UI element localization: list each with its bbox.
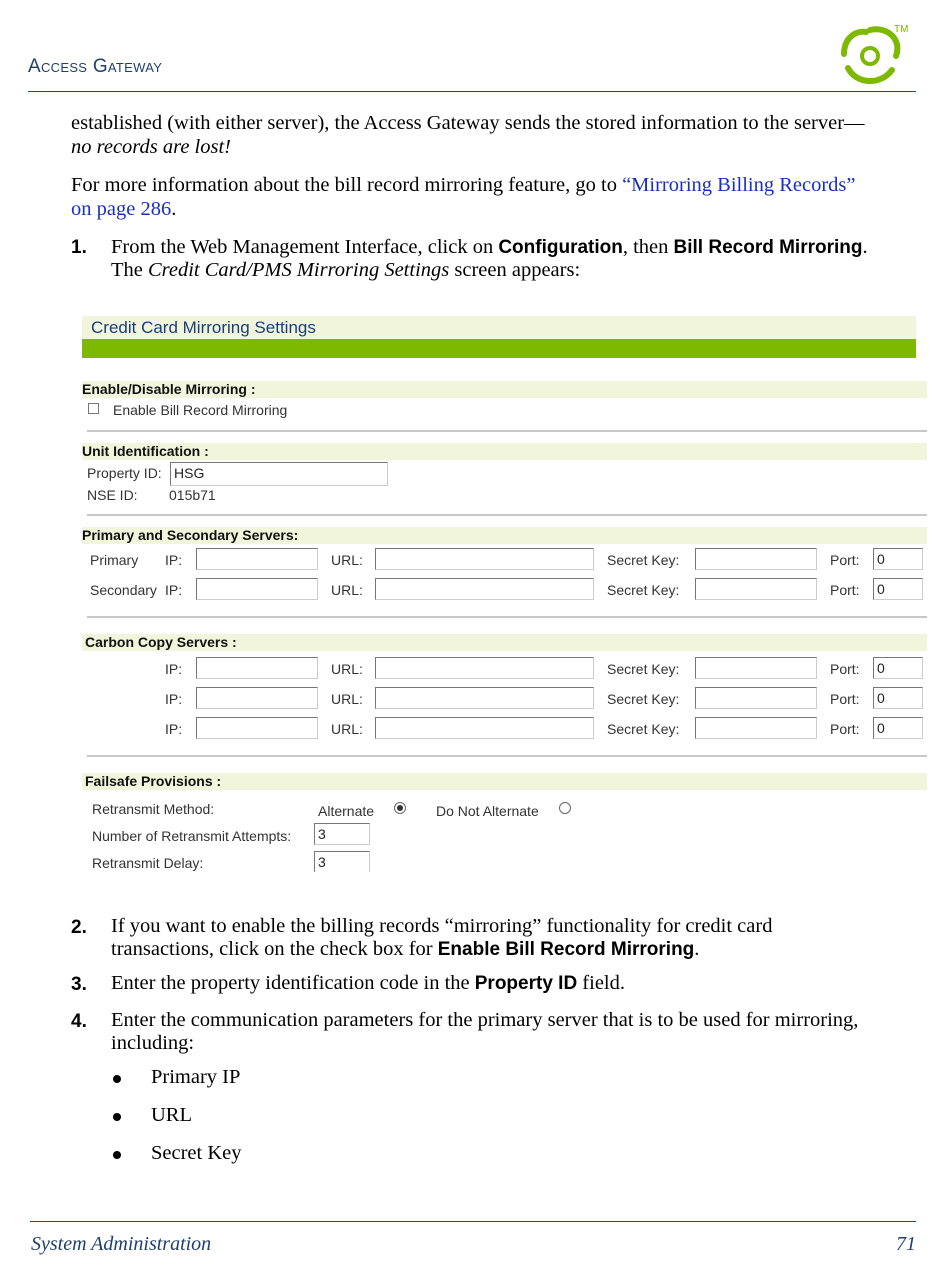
bullet-dot xyxy=(113,1151,121,1159)
bullet-dot xyxy=(113,1075,121,1083)
section-enable-disable: Enable/Disable Mirroring : xyxy=(82,381,927,398)
trademark-mark: TM xyxy=(894,24,909,35)
configuration-term: Configuration xyxy=(498,237,623,258)
retransmit-delay-input[interactable]: 3 xyxy=(314,851,370,872)
section-divider xyxy=(87,755,927,757)
section-failsafe-provisions: Failsafe Provisions : xyxy=(82,773,927,790)
url-label: URL: xyxy=(331,691,363,707)
ip-label: IP: xyxy=(165,661,183,677)
port-label: Port: xyxy=(830,552,860,568)
footer-section-title: System Administration xyxy=(31,1233,212,1255)
primary-label: Primary xyxy=(90,552,139,568)
enable-mirroring-checkbox[interactable] xyxy=(88,403,99,414)
credit-card-mirroring-settings-screen xyxy=(82,312,927,872)
primary-port-input[interactable]: 0 xyxy=(873,548,923,570)
cc-port-input[interactable]: 0 xyxy=(873,657,923,679)
primary-url-input[interactable] xyxy=(375,548,594,570)
step-2-text xyxy=(111,915,871,961)
step-text: field. xyxy=(577,972,625,994)
primary-secret-key-input[interactable] xyxy=(695,548,817,570)
ip-label: IP: xyxy=(165,691,183,707)
secondary-url-input[interactable] xyxy=(375,578,594,600)
cc-ip-input[interactable] xyxy=(196,717,318,739)
step-number: 4. xyxy=(71,1011,87,1032)
secret-key-label: Secret Key: xyxy=(607,721,680,737)
bullet-item: URL xyxy=(151,1104,192,1126)
secondary-ip-input[interactable] xyxy=(196,578,318,600)
step-text: From the Web Management Interface, click on xyxy=(111,236,499,258)
header-rule xyxy=(28,91,916,92)
enable-mirroring-label: Enable Bill Record Mirroring xyxy=(113,402,288,418)
title-green-bar xyxy=(82,339,916,358)
retransmit-method-label: Retransmit Method: xyxy=(92,801,215,817)
url-label: URL: xyxy=(331,582,363,598)
enable-bill-record-mirroring-term: Enable Bill Record Mirroring xyxy=(437,939,695,960)
section-primary-secondary-servers: Primary and Secondary Servers: xyxy=(82,527,927,544)
ip-label: IP: xyxy=(165,552,183,568)
property-id-label: Property ID: xyxy=(87,465,162,481)
step-text: . The xyxy=(111,236,868,281)
step-text: . xyxy=(694,938,700,960)
screen-title: Credit Card Mirroring Settings xyxy=(82,316,916,340)
screen-name: Credit Card/PMS Mirroring Settings xyxy=(148,259,450,281)
url-label: URL: xyxy=(331,661,363,677)
section-divider xyxy=(87,514,927,516)
ip-label: IP: xyxy=(165,721,183,737)
step-text: If you want to enable the billing records “mirroring” functionality for credit card transactions, click on the check box for xyxy=(111,915,773,960)
bill-record-mirroring-term: Bill Record Mirroring xyxy=(673,237,863,258)
spiral-logo-icon xyxy=(830,18,916,92)
footer-rule xyxy=(30,1221,916,1222)
cc-secret-key-input[interactable] xyxy=(695,687,817,709)
intro-paragraph-1 xyxy=(71,111,871,159)
section-divider xyxy=(87,430,927,432)
step-text: , then xyxy=(622,236,674,258)
retransmit-delay-label: Retransmit Delay: xyxy=(92,855,204,871)
step-3-text xyxy=(111,972,871,995)
secret-key-label: Secret Key: xyxy=(607,582,680,598)
step-text: Enter the property identification code in the xyxy=(111,972,475,994)
section-divider xyxy=(87,616,927,618)
alternate-radio[interactable] xyxy=(394,802,406,814)
secondary-port-input[interactable]: 0 xyxy=(873,578,923,600)
cc-url-input[interactable] xyxy=(375,717,594,739)
port-label: Port: xyxy=(830,582,860,598)
step-4-text: Enter the communication parameters for the primary server that is to be used for mirroring, including: xyxy=(111,1009,859,1054)
step-number: 2. xyxy=(71,917,87,938)
url-label: URL: xyxy=(331,552,363,568)
intro-paragraph-2 xyxy=(71,173,871,221)
port-label: Port: xyxy=(830,691,860,707)
cc-secret-key-input[interactable] xyxy=(695,717,817,739)
intro-text: . xyxy=(171,198,177,220)
step-text: screen appears: xyxy=(449,259,581,281)
nse-id-value: 015b71 xyxy=(169,487,216,503)
port-label: Port: xyxy=(830,661,860,677)
page-number: 71 xyxy=(896,1233,916,1255)
step-1-text xyxy=(111,236,871,282)
ip-label: IP: xyxy=(165,582,183,598)
step-number: 3. xyxy=(71,974,87,995)
cc-url-input[interactable] xyxy=(375,657,594,679)
secret-key-label: Secret Key: xyxy=(607,661,680,677)
cc-port-input[interactable]: 0 xyxy=(873,717,923,739)
secondary-label: Secondary xyxy=(90,582,157,598)
do-not-alternate-radio[interactable] xyxy=(559,802,571,814)
do-not-alternate-label: Do Not Alternate xyxy=(436,803,539,819)
port-label: Port: xyxy=(830,721,860,737)
property-id-term: Property ID xyxy=(474,973,578,994)
bullet-item: Secret Key xyxy=(151,1142,242,1164)
cc-url-input[interactable] xyxy=(375,687,594,709)
step-number: 1. xyxy=(71,237,87,258)
bullet-dot xyxy=(113,1113,121,1121)
intro-emphasis: no records are lost! xyxy=(71,136,231,158)
intro-text: For more information about the bill record mirroring feature, go to xyxy=(71,174,623,196)
secondary-secret-key-input[interactable] xyxy=(695,578,817,600)
nse-id-label: NSE ID: xyxy=(87,487,138,503)
intro-text: established (with either server), the Access Gateway sends the stored information to the server— xyxy=(71,112,865,134)
page-header-title: Access Gateway xyxy=(28,56,163,77)
url-label: URL: xyxy=(331,721,363,737)
cc-port-input[interactable]: 0 xyxy=(873,687,923,709)
cc-ip-input[interactable] xyxy=(196,657,318,679)
cc-secret-key-input[interactable] xyxy=(695,657,817,679)
section-unit-identification: Unit Identification : xyxy=(82,443,927,460)
retransmit-attempts-input[interactable]: 3 xyxy=(314,823,370,845)
mirroring-billing-records-link[interactable]: “Mirroring Billing Records” on page 286 xyxy=(71,174,856,220)
bullet-item: Primary IP xyxy=(151,1066,241,1088)
primary-ip-input[interactable] xyxy=(196,548,318,570)
alternate-label: Alternate xyxy=(318,803,375,819)
property-id-input[interactable]: HSG xyxy=(170,462,388,486)
secret-key-label: Secret Key: xyxy=(607,552,680,568)
section-carbon-copy-servers: Carbon Copy Servers : xyxy=(82,634,927,651)
secret-key-label: Secret Key: xyxy=(607,691,680,707)
retransmit-attempts-label: Number of Retransmit Attempts: xyxy=(92,828,292,844)
cc-ip-input[interactable] xyxy=(196,687,318,709)
